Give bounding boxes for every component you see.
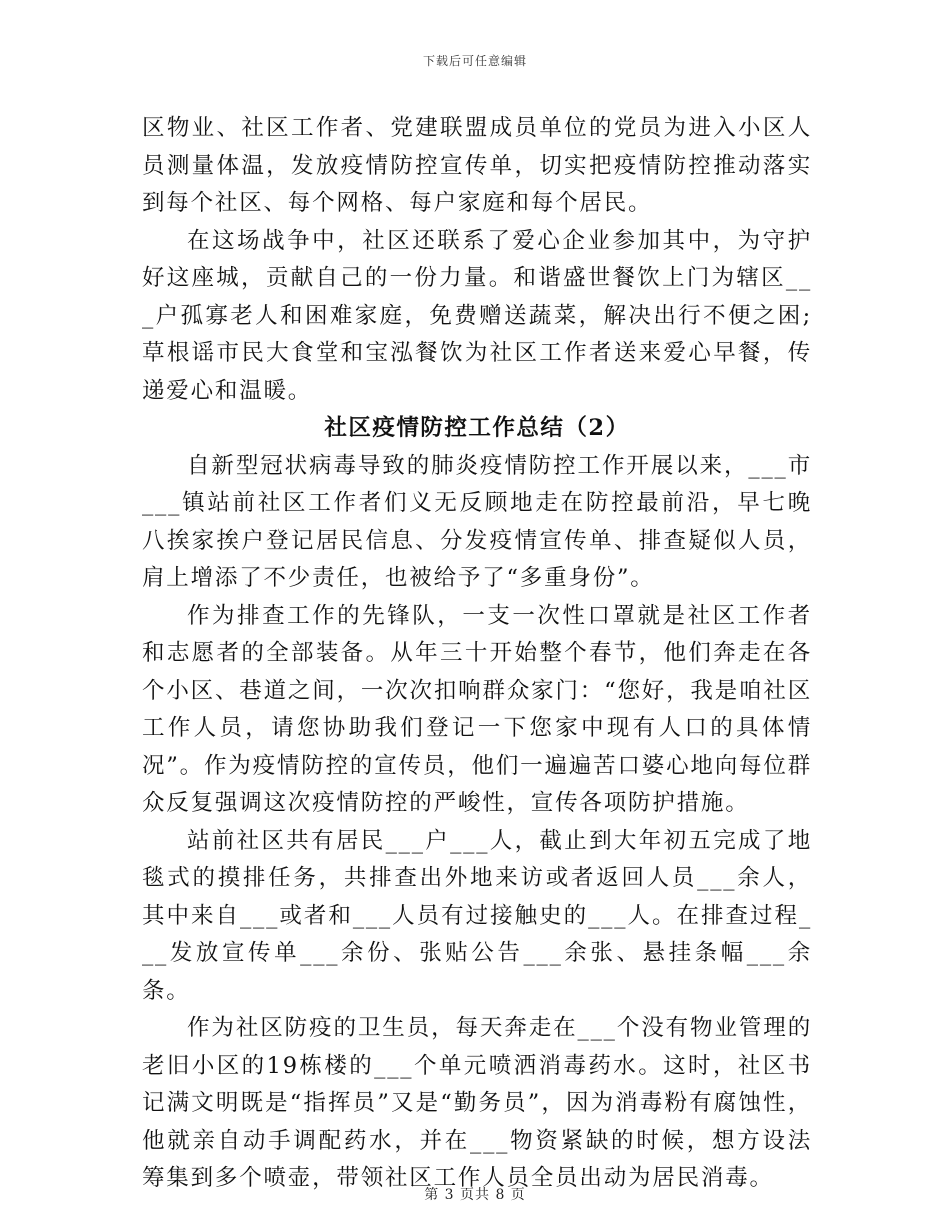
- paragraph: 自新型冠状病毒导致的肺炎疫情防控工作开展以来，___市___镇站前社区工作者们义无反顾地走在防控最前沿，早七晚八挨家挨户登记居民信息、分发疫情宣传单、排查疑似人员，肩上增添了不少责任，也被给予了“多重身份”。: [142, 452, 812, 591]
- paragraph: 作为社区防疫的卫生员，每天奔走在___个没有物业管理的老旧小区的19栋楼的___个单元喷洒消毒药水。这时，社区书记满文明既是“指挥员”又是“勤务员”，因为消毒粉有腐蚀性，他就亲自动手调配药水，并在___物资紧缺的时候，想方设法筹集到多个喷壶，带领社区工作人员全员出动为居民消毒。: [142, 1015, 812, 1191]
- section-title: 社区疫情防控工作总结（2）: [324, 415, 630, 441]
- document-body: [142, 110, 812, 1198]
- paragraph: 作为排查工作的先锋队，一支一次性口罩就是社区工作者和志愿者的全部装备。从年三十开始整个春节，他们奔走在各个小区、巷道之间，一次次扣响群众家门：“您好，我是咱社区工作人员，请您协助我们登记一下您家中现有人口的具体情况”。作为疫情防控的宣传员，他们一遍遍苦口婆心地向每位群众反复强调这次疫情防控的严峻性，宣传各项防护措施。: [142, 602, 812, 816]
- page-footer: 第 3 页共 8 页: [424, 1187, 526, 1203]
- paragraph: 站前社区共有居民___户___人，截止到大年初五完成了地毯式的摸排任务，共排查出外地来访或者返回人员___余人，其中来自___或者和___人员有过接触史的___人。在排查过程___发放宣传单___余份、张贴公告___余张、悬挂条幅___余条。: [142, 827, 812, 1004]
- page-header: 下载后可任意编辑: [422, 54, 527, 68]
- paragraph: 在这场战争中，社区还联系了爱心企业参加其中，为守护好这座城，贡献自己的一份力量。和谐盛世餐饮上门为辖区___户孤寡老人和困难家庭，免费赠送蔬菜，解决出行不便之困;草根谣市民大食堂和宝泓餐饮为社区工作者送来爱心早餐，传递爱心和温暖。: [142, 227, 812, 404]
- paragraph-continued: 区物业、社区工作者、党建联盟成员单位的党员为进入小区人员测量体温，发放疫情防控宣传单，切实把疫情防控推动落实到每个社区、每个网格、每户家庭和每个居民。: [142, 115, 812, 216]
